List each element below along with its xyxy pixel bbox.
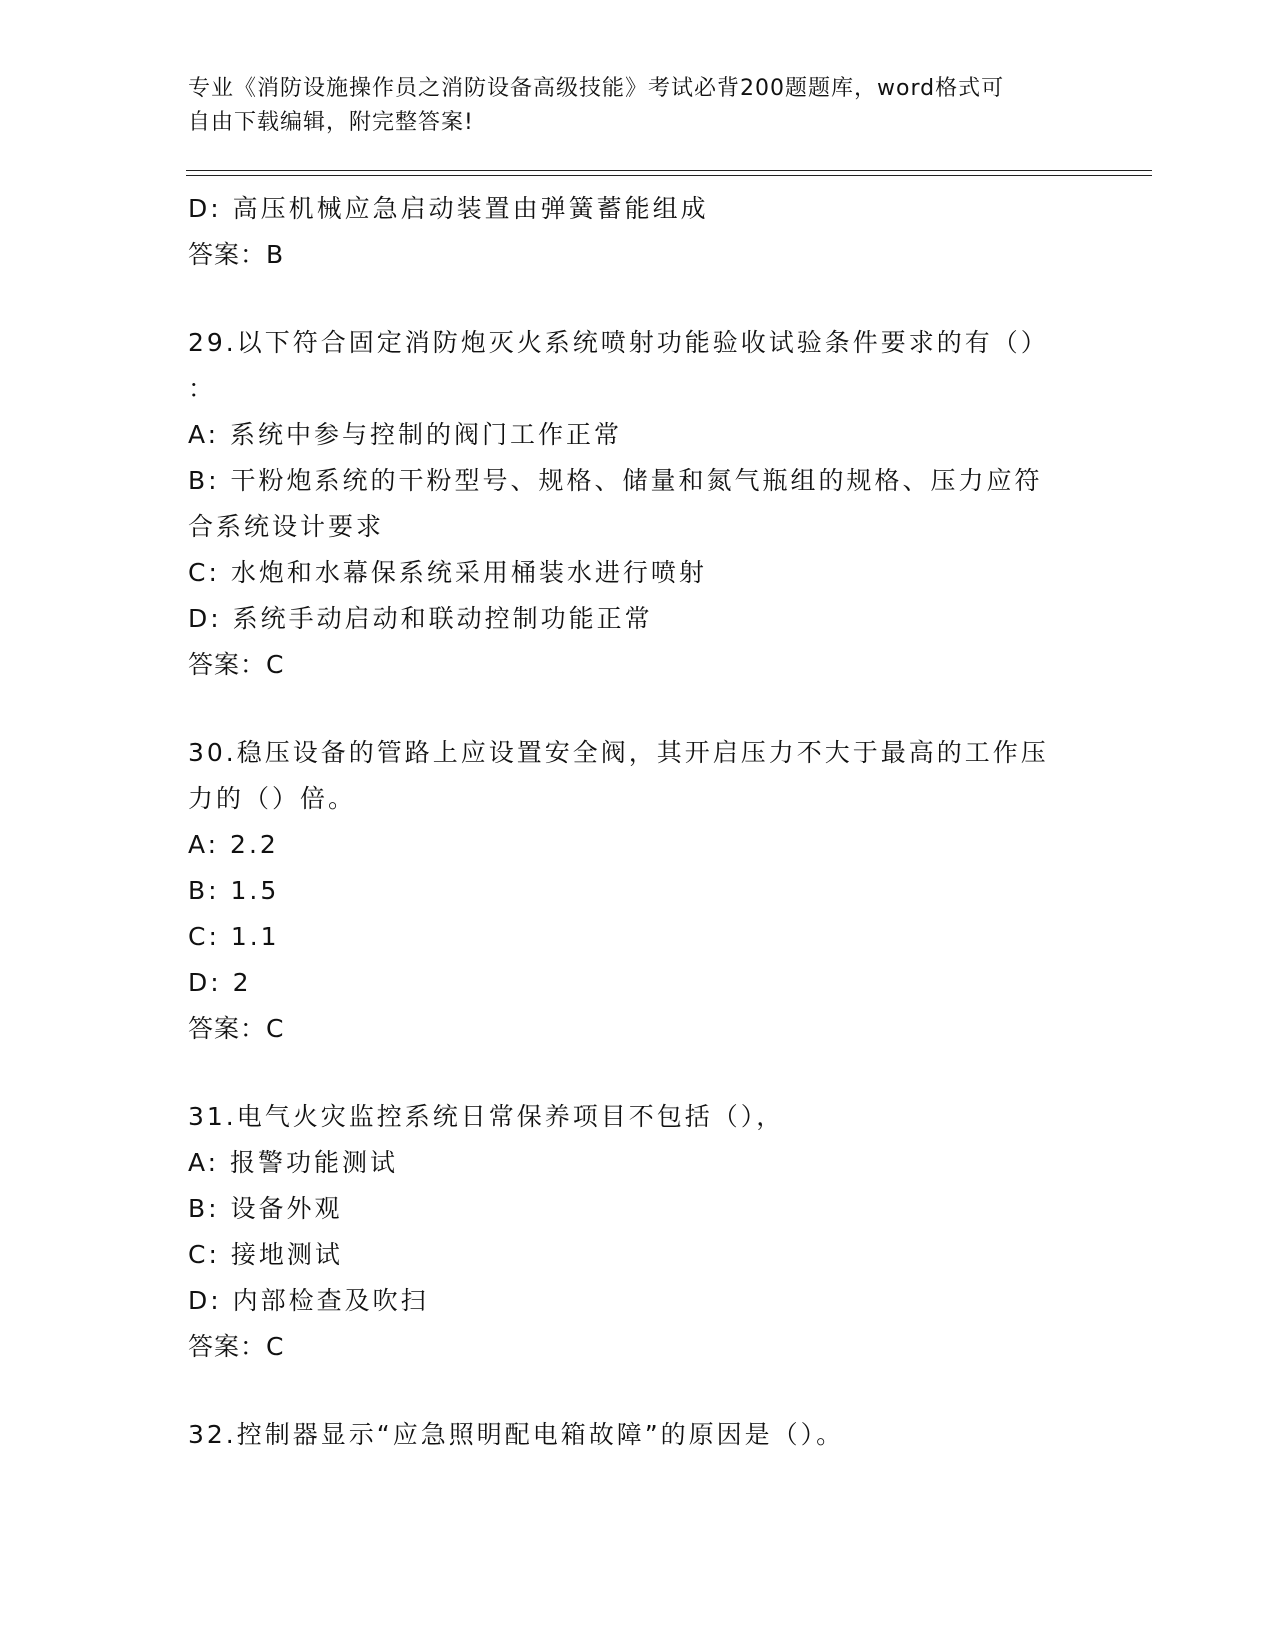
option-a: A: 报警功能测试 [188,1148,399,1177]
option-a: A: 系统中参与控制的阀门工作正常 [188,420,623,449]
question-content [188,186,1088,1458]
option-b: B: 干粉炮系统的干粉型号、规格、储量和氮气瓶组的规格、压力应符 [188,466,1043,495]
option-d: D: 2 [188,968,252,997]
option-c: C: 1.1 [188,922,280,951]
question-gap [188,1052,1088,1094]
option-d: D: 内部检查及吹扫 [188,1286,429,1315]
option-c: C: 水炮和水幕保系统采用桶装水进行喷射 [188,558,707,587]
question-gap [188,278,1088,320]
header-line-1: 专业《消防设施操作员之消防设备高级技能》考试必背200题题库，word格式可 [188,76,1005,101]
question-text: 32.控制器显示“应急照明配电箱故障”的原因是（）。 [188,1420,845,1449]
question-gap [188,688,1088,730]
question-text: 30.稳压设备的管路上应设置安全阀，其开启压力不大于最高的工作压 [188,738,1049,767]
answer-line: 答案：C [188,1014,285,1043]
answer-line: 答案：B [188,240,285,269]
question-31 [188,1094,1088,1370]
question-text: 29.以下符合固定消防炮灭火系统喷射功能验收试验条件要求的有（） [188,328,1049,357]
question-gap [188,1370,1088,1412]
option-c: C: 接地测试 [188,1240,343,1269]
answer-line: 答案：C [188,1332,285,1361]
option-b-continued: 合系统设计要求 [188,512,385,541]
answer-line: 答案：C [188,650,285,679]
document-header [188,72,1088,140]
question-32 [188,1412,1088,1458]
question-30 [188,730,1088,1052]
question-text: 力的（）倍。 [188,784,357,813]
question-text: 31.电气火灾监控系统日常保养项目不包括（）， [188,1102,785,1131]
option-b: B: 1.5 [188,876,280,905]
header-rule-top [186,170,1152,171]
header-rule-bottom [186,175,1152,176]
question-text: ： [188,374,217,403]
option-d: D: 系统手动启动和联动控制功能正常 [188,604,653,633]
continuation-block [188,186,1088,278]
question-29 [188,320,1088,688]
option-a: A: 2.2 [188,830,279,859]
header-line-2: 自由下载编辑，附完整答案! [188,110,474,135]
option-d: D: 高压机械应急启动装置由弹簧蓄能组成 [188,194,709,223]
option-b: B: 设备外观 [188,1194,343,1223]
